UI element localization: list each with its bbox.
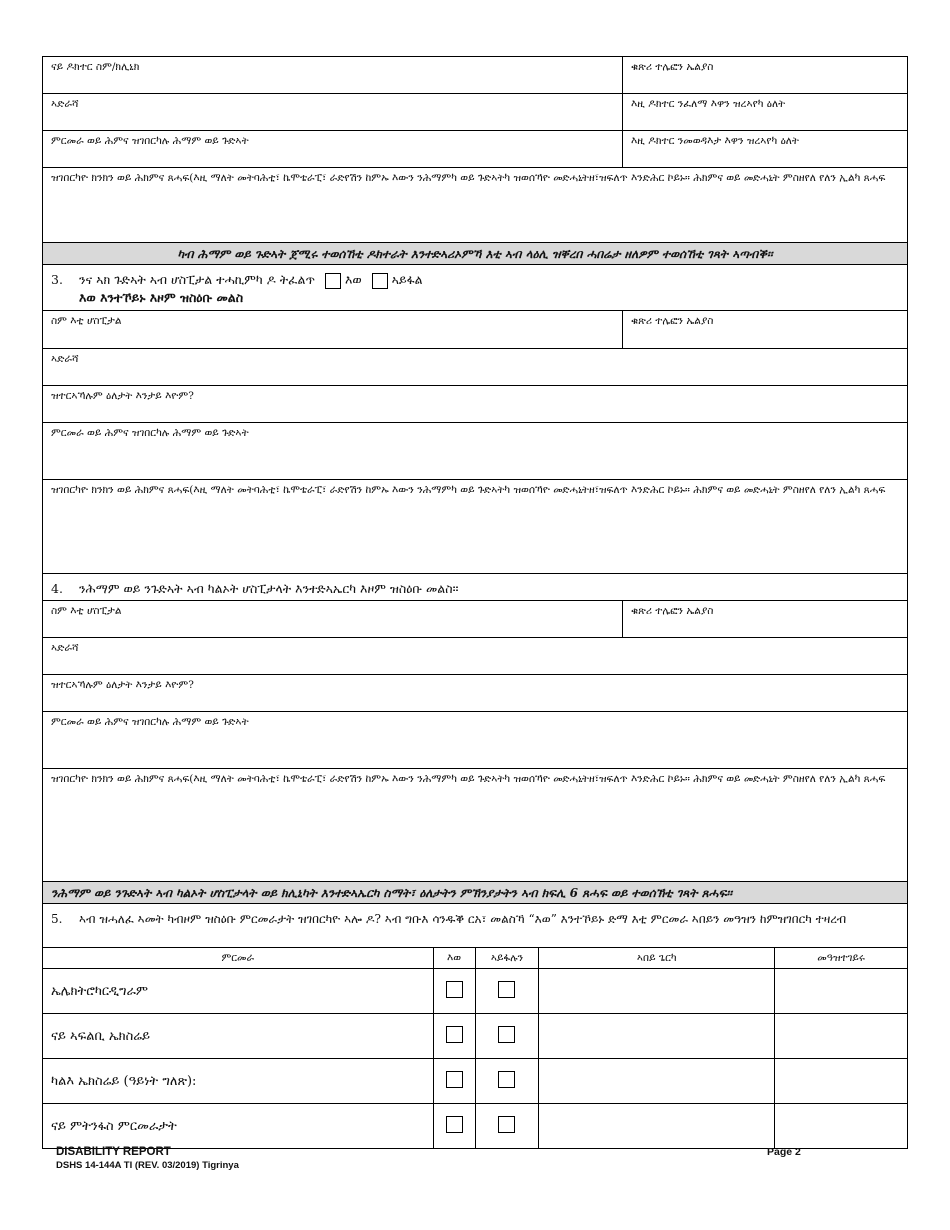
q5-text: ኣብ ዝሓለፈ ኣመት ካብዞም ዝስዕቡ ምርመራታት ዝገበርካዮ ኣሎ ዶ? ኣብ ግቡእ ሳንዱቕ ርአ፣ መልስኻ “እወ” እንተኾይኑ ድማ እቲ ምርመራ ኣበይን መዓዝን ከምዝገበርካ ተዛረብ [79, 912, 847, 926]
tests-table [42, 947, 908, 1149]
hospital1-address-field[interactable]: ኣድራሻ [51, 353, 79, 365]
hospital1-row-3 [42, 385, 908, 422]
doctor-name-field[interactable]: ናይ ዶክተር ስም/ክሊኒክ [43, 57, 623, 93]
hospital2-name-field[interactable]: ስም እቲ ሆስፒታል [43, 601, 623, 637]
q3-no-label: ኣይፋል [391, 272, 423, 287]
hospital1-name-field[interactable]: ስም እቲ ሆስፒታል [43, 311, 623, 348]
q5-number: 5. [51, 912, 63, 926]
where-cell[interactable] [539, 1014, 775, 1059]
doctor-last-visit-field[interactable]: እዚ ዶክተር ንመወዳእታ እዋን ዝረኣየካ ዕለት [631, 135, 800, 147]
hospital1-row-2 [42, 348, 908, 385]
table-row [43, 969, 908, 1014]
doctor-row-3 [42, 130, 908, 167]
test-name: ኤሌክትሮካርዲግራም [43, 969, 434, 1014]
no-checkbox[interactable] [498, 1116, 515, 1133]
hospital2-illness-field[interactable]: ምርመራ ወይ ሕምና ዝገበርካሉ ሕማም ወይ ጉድኣት [51, 716, 249, 728]
hospital1-illness-field[interactable]: ምርመራ ወይ ሕምና ዝገበርካሉ ሕማም ወይ ጉድኣት [51, 427, 249, 439]
hospital2-treatment-field[interactable]: ዝገበርካዮ ክንክን ወይ ሕክምና ጸሓፍ(እዚ ማለት መትባሕቲ፣ ኬሞቴራፒ፣ ራድየሽን ከምኡ እውን ንሕማምካ ወይ ጉድኣትካ ዝወሰኻዮ መድሓኒትዘ፣ዝፍለጥ እንድሕር ኮይኑ። ሕክምና ወይ መድሓኒት ምስዘየለ የለን ኢልካ ጸሓፍ [51, 773, 886, 785]
tests-header-row [43, 948, 908, 969]
when-cell[interactable] [775, 1104, 908, 1149]
q4-text: ንሕማም ወይ ንጉድኣት ኣብ ካልኦት ሆስፒታላት እንተድኣኤርካ እዞም ዝስዕቡ መልስ። [79, 581, 459, 596]
test-name: ናይ ምትንፋስ ምርመራታት [43, 1104, 434, 1149]
yes-checkbox[interactable] [446, 1116, 463, 1133]
q3-yes-label: እወ [344, 272, 362, 287]
question-5 [42, 903, 908, 947]
hospital1-row-4 [42, 422, 908, 479]
question-3 [42, 264, 908, 310]
doctor-address-field[interactable]: ኣድራሻ [43, 94, 623, 130]
doctor-row-2 [42, 93, 908, 130]
no-checkbox[interactable] [498, 1071, 515, 1088]
hospital1-row-5 [42, 479, 908, 573]
yes-checkbox[interactable] [446, 1071, 463, 1088]
where-cell[interactable] [539, 1104, 775, 1149]
header-no: ኣይፋሉን [475, 948, 539, 969]
hospital2-address-field[interactable]: ኣድራሻ [51, 642, 79, 654]
doctor-first-visit-field[interactable]: እዚ ዶክተር ንፈለማ እዋን ዝረኣየካ ዕለት [631, 98, 786, 110]
no-checkbox[interactable] [498, 981, 515, 998]
footer-title: DISABILITY REPORT [56, 1146, 171, 1158]
q4-number: 4. [51, 581, 63, 596]
page-number: Page 2 [767, 1146, 801, 1158]
hospital2-row-5 [42, 768, 908, 881]
hospital2-row-1 [42, 600, 908, 637]
hospital2-dates-field[interactable]: ዝተርኣኻሉም ዕለታት እንታይ እዮም? [51, 679, 194, 691]
doctor-treatment-field[interactable]: ዝገበርካዮ ክንክን ወይ ሕክምና ጸሓፍ(እዚ ማለት መትባሕቲ፣ ኬሞቴራፒ፣ ራድየሽን ከምኡ እውን ንሕማምካ ወይ ጉድኣትካ ዝወሰኻዮ መድሓኒትዘ፣ዝፍለጥ እንድሕር ኮይኑ። ሕክምና ወይ መድሓኒት ምስዘየለ የለን ኢልካ ጸሓፍ [51, 172, 886, 184]
additional-hospitals-banner: ንሕማም ወይ ንጉድኣት ኣብ ካልኦት ሆስፒታላት ወይ ክሊኒካት እንተድኣኤርካ ስማት፣ ዕለታትን ምኽንያታትን ኣብ ክፍሊ 6 ጸሓፍ ወይ ተወሰኽቲ ገጻት ጸሓፍ፡፡ [42, 881, 908, 903]
hospital1-treatment-field[interactable]: ዝገበርካዮ ክንክን ወይ ሕክምና ጸሓፍ(እዚ ማለት መትባሕቲ፣ ኬሞቴራፒ፣ ራድየሽን ከምኡ እውን ንሕማምካ ወይ ጉድኣትካ ዝወሰኻዮ መድሓኒትዘ፣ዝፍለጥ እንድሕር ኮይኑ። ሕክምና ወይ መድሓኒት ምስዘየለ የለን ኢልካ ጸሓፍ [51, 484, 886, 496]
header-when: መዓዝተገይሩ [775, 948, 908, 969]
disability-form [42, 56, 908, 1149]
test-name: ካልእ ኤክስሬይ (ዓይነት ግለጽ): [43, 1059, 434, 1104]
q3-number: 3. [51, 272, 63, 287]
hospital1-dates-field[interactable]: ዝተርኣኻሉም ዕለታት እንታይ እዮም? [51, 390, 194, 402]
header-yes: እወ [433, 948, 475, 969]
table-row [43, 1059, 908, 1104]
hospital2-row-3 [42, 674, 908, 711]
q3-yes-checkbox[interactable] [325, 273, 341, 289]
doctor-illness-field[interactable]: ምርመራ ወይ ሕምና ዝገበርካሉ ሕማም ወይ ጉድኣት [43, 131, 623, 167]
doctor-row-4 [42, 167, 908, 242]
test-name: ናይ ኣፍልቢ ኤክስሬይ [43, 1014, 434, 1059]
yes-checkbox[interactable] [446, 981, 463, 998]
table-row [43, 1014, 908, 1059]
page-footer [56, 1146, 806, 1171]
q3-subtext: እወ እንተኾይኑ እዞም ዝስዕቡ መልስ [79, 290, 244, 305]
q3-text: ንና ኣክ ጉድኣት ኣብ ሆስፒታል ተሓኪምካ ዶ ትፈልጥ [79, 272, 315, 287]
header-where: ኣበይ ጌርካ [539, 948, 775, 969]
no-checkbox[interactable] [498, 1026, 515, 1043]
additional-doctors-banner: ካብ ሕማም ወይ ጉድኣት ጀሚሩ ተወሰኸቲ ዶክተራት እንተድኣሪኦምኻ እቲ ኣብ ላዕሊ ዝቐረበ ሓበሬታ ዘለዎም ተወሰኸቲ ገጻት ኣጣብቕ፡፡ [42, 242, 908, 264]
footer-form-id: DSHS 14-144A TI (REV. 03/2019) Tigrinya [56, 1160, 239, 1171]
hospital1-phone-field[interactable]: ቁጽሪ ተሌፎን ኤልያስ [631, 315, 714, 327]
doctor-phone-field[interactable]: ቁጽሪ ተሌፎን ኤልያስ [631, 61, 714, 73]
table-row [43, 1104, 908, 1149]
q3-no-checkbox[interactable] [372, 273, 388, 289]
header-test: ምርመራ [43, 948, 434, 969]
yes-checkbox[interactable] [446, 1026, 463, 1043]
hospital2-row-4 [42, 711, 908, 768]
when-cell[interactable] [775, 1014, 908, 1059]
where-cell[interactable] [539, 1059, 775, 1104]
question-4 [42, 573, 908, 600]
hospital2-row-2 [42, 637, 908, 674]
when-cell[interactable] [775, 1059, 908, 1104]
when-cell[interactable] [775, 969, 908, 1014]
hospital1-row-1 [42, 310, 908, 348]
where-cell[interactable] [539, 969, 775, 1014]
doctor-row-1 [42, 56, 908, 93]
hospital2-phone-field[interactable]: ቁጽሪ ተሌፎን ኤልያስ [631, 605, 714, 617]
